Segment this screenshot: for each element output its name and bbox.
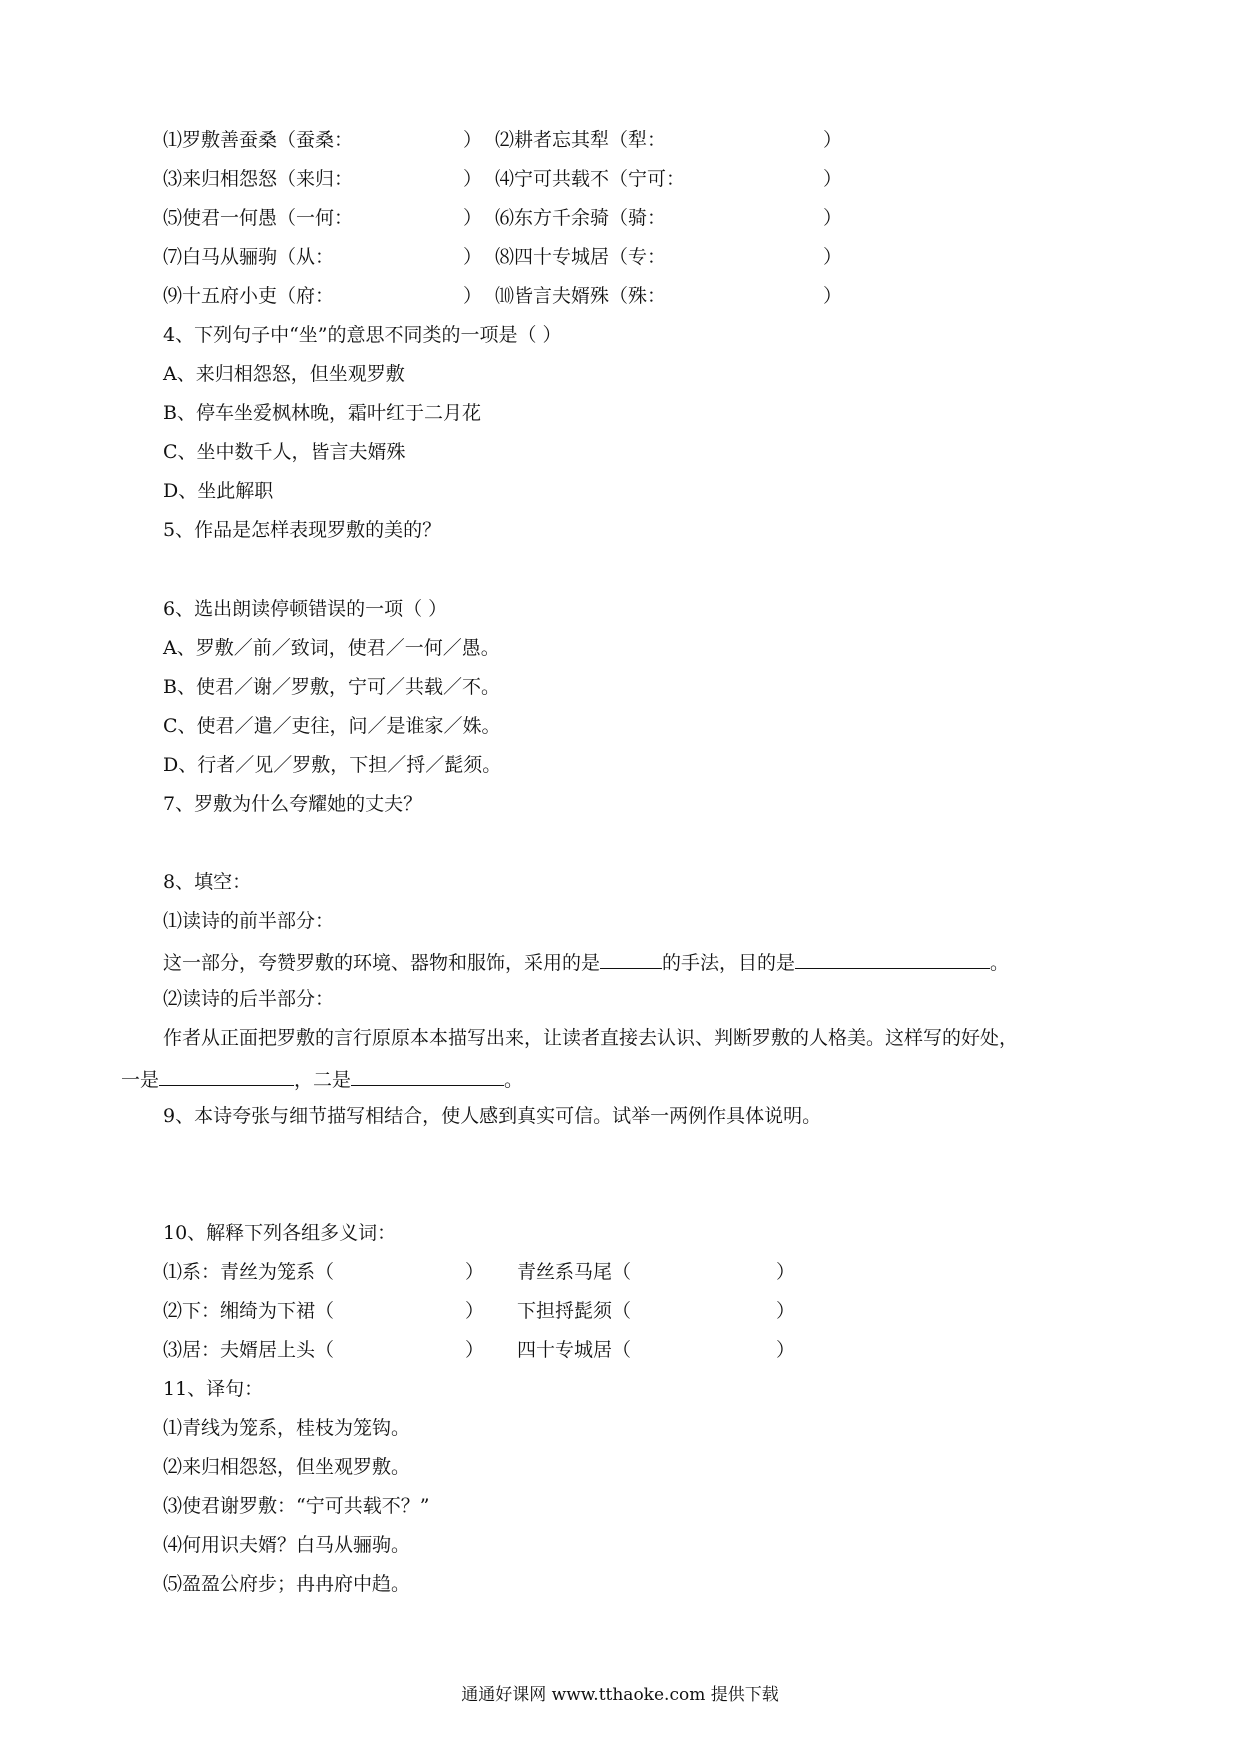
question-4-option-a: A、来归相怨怒，但坐观罗敷 — [163, 363, 405, 385]
question-6-option-b: B、使君／谢／罗敷，宁可／共载／不。 — [163, 676, 500, 698]
question-6-option-a: A、罗敷／前／致词，使君／一何／愚。 — [163, 637, 500, 659]
question-8-part-1-text — [163, 948, 1009, 975]
question-4-option-b: B、停车坐爱枫林晚，霜叶红于二月花 — [163, 402, 481, 424]
text-segment: 。 — [990, 952, 1010, 974]
vocab-close: ） — [463, 246, 483, 268]
question-4-option-d: D、坐此解职 — [163, 480, 274, 502]
polysemy-left: ⑶居：夫婿居上头（ — [163, 1339, 335, 1361]
polysemy-close: ） — [776, 1339, 796, 1361]
polysemy-close: ） — [465, 1339, 485, 1361]
vocab-left: ⑺白马从骊驹（从： — [163, 246, 335, 268]
polysemy-close: ） — [776, 1261, 796, 1283]
question-7: 7、罗敷为什么夸耀她的丈夫？ — [163, 793, 423, 815]
vocab-close: ） — [823, 207, 843, 229]
fill-blank[interactable] — [351, 1065, 504, 1086]
polysemy-right: 四十专城居（ — [517, 1339, 632, 1361]
vocab-close: ） — [463, 285, 483, 307]
question-9: 9、本诗夸张与细节描写相结合，使人感到真实可信。试举一两例作具体说明。 — [163, 1105, 822, 1127]
translate-item-2: ⑵来归相怨怒，但坐观罗敷。 — [163, 1456, 411, 1478]
vocab-right: ⑵耕者忘其犁（犁： — [495, 129, 667, 151]
vocab-close: ） — [823, 246, 843, 268]
question-6-option-c: C、使君／遣／吏往，问／是谁家／姝。 — [163, 715, 501, 737]
fill-blank[interactable] — [600, 948, 662, 969]
polysemy-close: ） — [465, 1300, 485, 1322]
translate-item-4: ⑷何用识夫婿？白马从骊驹。 — [163, 1534, 411, 1556]
polysemy-close: ） — [776, 1300, 796, 1322]
question-8-part-1: ⑴读诗的前半部分： — [163, 910, 335, 932]
question-4-option-c: C、坐中数千人，皆言夫婿殊 — [163, 441, 406, 463]
vocab-left: ⑴罗敷善蚕桑（蚕桑： — [163, 129, 354, 151]
vocab-left: ⑸使君一何愚（一何： — [163, 207, 354, 229]
polysemy-left: ⑴系：青丝为笼系（ — [163, 1261, 335, 1283]
vocab-close: ） — [823, 285, 843, 307]
vocab-right: ⑻四十专城居（专： — [495, 246, 667, 268]
polysemy-right: 下担捋髭须（ — [517, 1300, 632, 1322]
question-5: 5、作品是怎样表现罗敷的美的？ — [163, 519, 442, 541]
vocab-close: ） — [823, 168, 843, 190]
text-segment: 一是 — [121, 1069, 160, 1091]
vocab-right: ⑷宁可共载不（宁可： — [495, 168, 686, 190]
question-8-stem: 8、填空： — [163, 871, 252, 893]
question-10-stem: 10、解释下列各组多义词： — [163, 1222, 397, 1244]
fill-blank[interactable] — [795, 948, 990, 969]
polysemy-close: ） — [465, 1261, 485, 1283]
fill-blank[interactable] — [159, 1065, 294, 1086]
vocab-close: ） — [463, 168, 483, 190]
question-8-part-2-text: 作者从正面把罗敷的言行原原本本描写出来，让读者直接去认识、判断罗敷的人格美。这样写的好处， — [163, 1027, 1019, 1049]
translate-item-5: ⑸盈盈公府步；冉冉府中趋。 — [163, 1573, 411, 1595]
question-8-part-2: ⑵读诗的后半部分： — [163, 988, 335, 1010]
page-footer: 通通好课网 www.tthaoke.com 提供下载 — [461, 1685, 779, 1705]
question-4-stem: 4、下列句子中“坐”的意思不同类的一项是（ ） — [163, 324, 562, 346]
translate-item-3: ⑶使君谢罗敷：“宁可共载不？” — [163, 1495, 430, 1517]
vocab-left: ⑶来归相怨怒（来归： — [163, 168, 354, 190]
question-11-stem: 11、译句： — [163, 1378, 264, 1400]
translate-item-1: ⑴青线为笼系，桂枝为笼钩。 — [163, 1417, 411, 1439]
question-6-stem: 6、选出朗读停顿错误的一项（ ） — [163, 598, 448, 620]
vocab-right: ⑽皆言夫婿殊（殊： — [495, 285, 667, 307]
vocab-left: ⑼十五府小吏（府： — [163, 285, 335, 307]
text-segment: 这一部分，夸赞罗敷的环境、器物和服饰，采用的是 — [163, 952, 601, 974]
question-8-part-2-blanks — [121, 1065, 523, 1092]
text-segment: 。 — [504, 1069, 524, 1091]
text-segment: ，二是 — [294, 1069, 352, 1091]
vocab-close: ） — [823, 129, 843, 151]
text-segment: 的手法，目的是 — [662, 952, 796, 974]
polysemy-left: ⑵下：缃绮为下裙（ — [163, 1300, 335, 1322]
vocab-close: ） — [463, 129, 483, 151]
vocab-right: ⑹东方千余骑（骑： — [495, 207, 667, 229]
question-6-option-d: D、行者／见／罗敷，下担／捋／髭须。 — [163, 754, 502, 776]
vocab-close: ） — [463, 207, 483, 229]
polysemy-right: 青丝系马尾（ — [517, 1261, 632, 1283]
